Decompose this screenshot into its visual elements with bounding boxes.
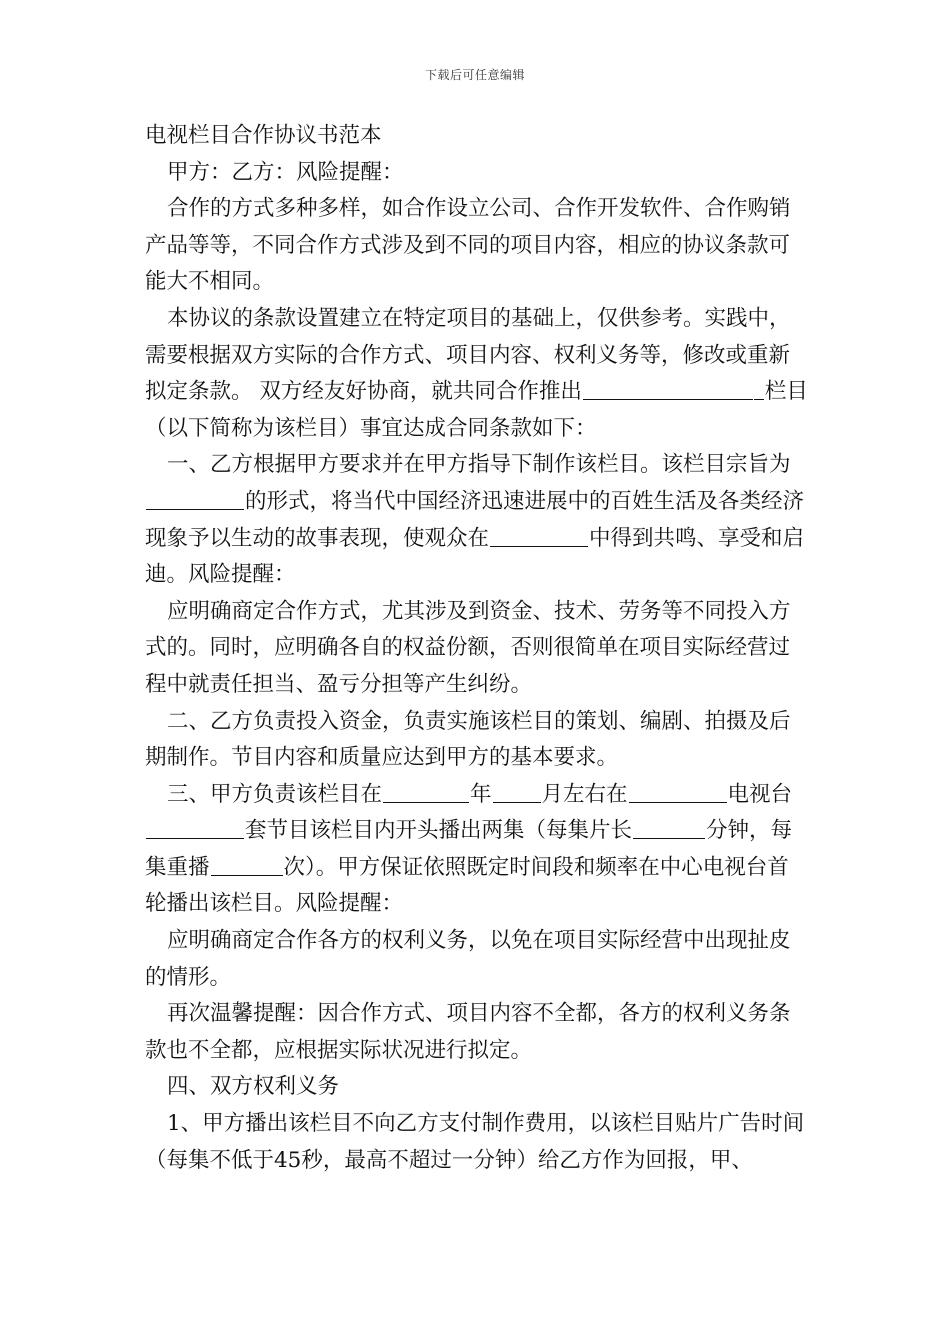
paragraph-risk-cooperation: 应明确商定合作方式，尤其涉及到资金、技术、劳务等不同投入方式的。同时，应明确各自的权益份额，否则很简单在项目实际经营过程中就责任担当、盈亏分担等产生纠纷。: [145, 598, 791, 697]
clause-one-text-b: 的形式，将当代中国经济迅速进展中的百姓生活及各类经济现象予以生动的故事表现，使观众在: [145, 488, 805, 551]
paragraph-clause-three: [145, 777, 810, 923]
paragraph-terms-basis: [145, 301, 810, 447]
blank-month: [493, 780, 541, 803]
paragraph-reminder: 再次温馨提醒：因合作方式、项目内容不全都，各方的权利义务条款也不全都，应根据实际状况进行拟定。: [145, 1001, 791, 1063]
page-header-note: 下载后可任意编辑: [424, 68, 525, 82]
paragraph-terms-basis-tail: 栏目（以下简称为该栏目）事宜达成合同条款如下：: [145, 379, 808, 441]
clause-one-text-a: 一、乙方根据甲方要求并在甲方指导下制作该栏目。该栏目宗旨为: [167, 452, 791, 478]
blank-column-purpose: [146, 488, 244, 511]
document-body: [145, 118, 810, 1179]
document-title: 电视栏目合作协议书范本: [145, 123, 382, 148]
paragraph-section-four-heading: 四、双方权利义务: [167, 1074, 340, 1100]
clause-three-text-c: 月左右在: [541, 781, 628, 807]
paragraph-clause-four-one: 1、甲方播出该栏目不向乙方支付制作费用，以该栏目贴片广告时间（每集不低于45秒，最高不超过一分钟）给乙方作为回报，甲、: [145, 1111, 805, 1173]
blank-tv-station: [629, 780, 727, 803]
paragraph-terms-basis-text: 本协议的条款设置建立在特定项目的基础上，仅供参考。实践中，需要根据双方实际的合作方式、项目内容、权利义务等，修改或重新拟定条款。 双方经友好协商，就共同合作推出: [145, 305, 791, 405]
blank-rerun-count: [211, 854, 283, 877]
clause-three-text-f: 分钟，每集重播: [145, 818, 793, 880]
paragraph-risk-rights: 应明确商定合作各方的权利义务，以免在项目实际经营中出现扯皮的情形。: [145, 928, 791, 990]
paragraph-clause-one: [145, 447, 810, 593]
clause-three-year: 年: [470, 781, 492, 807]
paragraph-cooperation-methods: 合作的方式多种多样，如合作设立公司、合作开发软件、合作购销产品等等，不同合作方式涉及到不同的项目内容，相应的协议条款可能大不相同。: [145, 196, 791, 295]
blank-audience-context: [490, 524, 588, 547]
blank-episode-length: [633, 817, 705, 840]
paragraph-clause-two: 二、乙方负责投入资金，负责实施该栏目的策划、编剧、拍摄及后期制作。节目内容和质量应达到甲方的基本要求。: [145, 708, 791, 771]
clause-three-text-e: 套节目该栏目内开头播出两集（每集片长: [245, 818, 633, 844]
blank-channel: [146, 817, 244, 840]
clause-one-text-c: 中得到共鸣、享受和启迪。风险提醒：: [145, 525, 805, 588]
clause-three-text-a: 三、甲方负责该栏目在: [167, 781, 383, 807]
clause-three-text-d: 电视台: [727, 781, 793, 807]
blank-year: [383, 780, 469, 803]
paragraph-parties: 甲方：乙方：风险提醒：: [167, 159, 404, 185]
blank-column-name: [583, 378, 753, 401]
clause-three-text-g: 次）。甲方保证依照既定时间段和频率在中心电视台首轮播出该栏目。风险提醒：: [145, 854, 789, 917]
blank-column-name-cont: [754, 378, 764, 401]
